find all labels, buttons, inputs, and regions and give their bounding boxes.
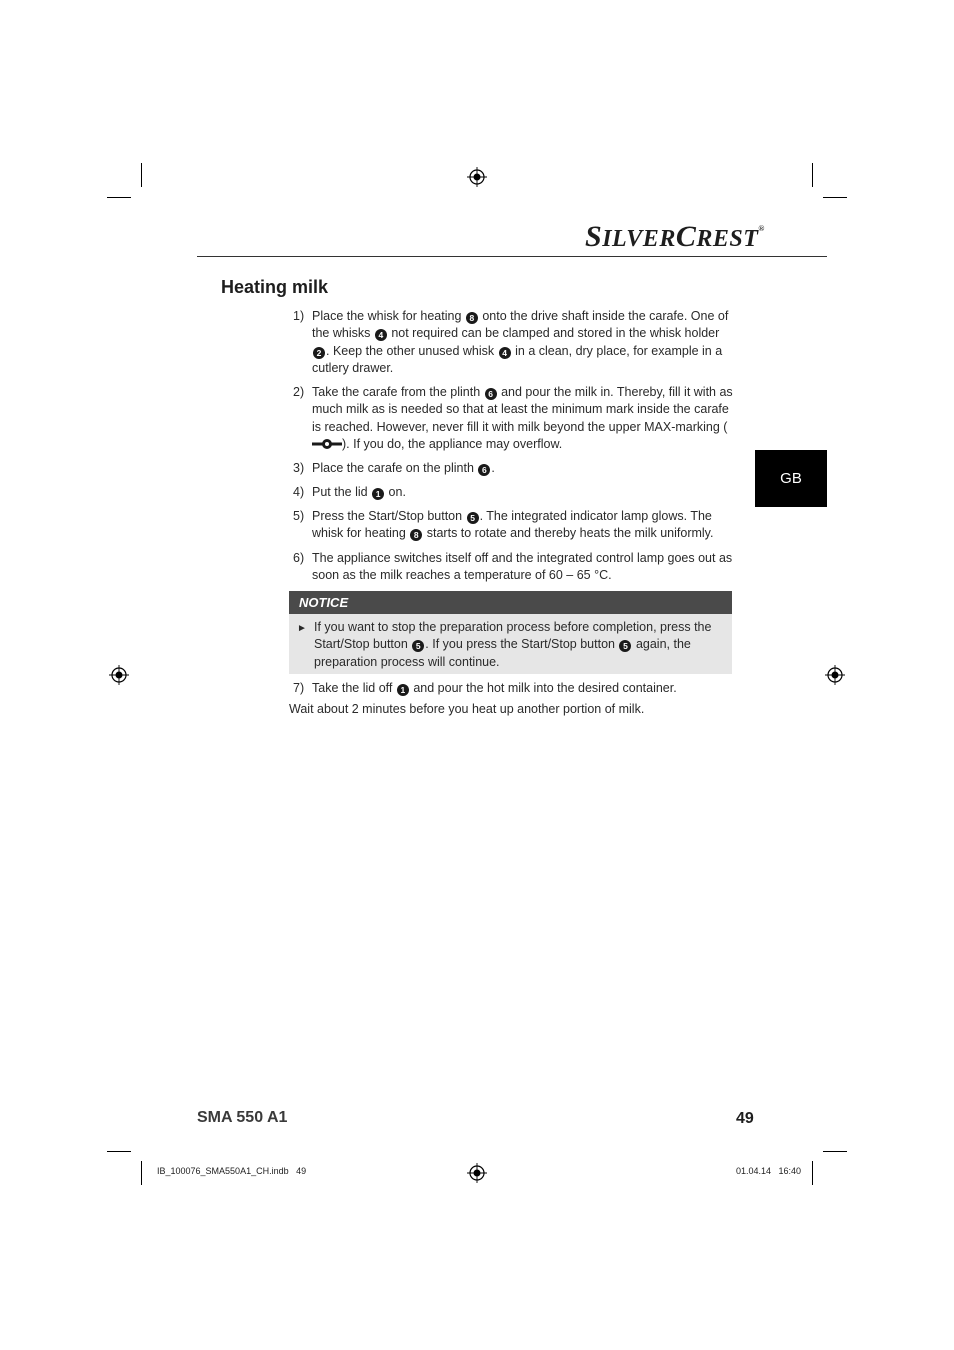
notice-header: NOTICE xyxy=(289,591,732,614)
step-text: Press the Start/Stop button 5 . The integrated indicator lamp glows. The whisk for heating 8 starts to rotate and thereby heats the milk uniformly. xyxy=(312,509,714,541)
header-rule xyxy=(197,256,827,257)
step-text: Place the whisk for heating 8 onto the drive shaft inside the carafe. One of the whisks 4 not required can be clamped and stored in the whisk holder 2 . Keep the other unused whisk 4 in a clean, dry place, for example in a cutlery drawer. xyxy=(312,309,729,375)
step-4: 4) Put the lid 1 on. xyxy=(289,484,734,501)
crop-mark xyxy=(107,197,131,198)
part-number-badge: 4 xyxy=(499,347,511,359)
step-7: 7) Take the lid off 1 and pour the hot milk into the desired container. xyxy=(289,680,734,697)
step-6: 6) The appliance switches itself off and the integrated control lamp goes out as soon as the milk reaches a temperature of 60 – 65 °C. xyxy=(289,550,734,585)
part-number-badge: 6 xyxy=(478,464,490,476)
crop-mark xyxy=(141,1161,142,1185)
step-text: Put the lid 1 on. xyxy=(312,485,406,499)
part-number-badge: 2 xyxy=(313,347,325,359)
print-slug-datetime: 01.04.14 16:40 xyxy=(736,1166,802,1176)
part-number-badge: 6 xyxy=(485,388,497,400)
step-1: 1) Place the whisk for heating 8 onto the drive shaft inside the carafe. One of the whisks 4 not required can be clamped and stored in the whisk holder 2 . Keep the other unused whisk 4 in a clean, dry place, for example in a cutlery drawer. xyxy=(289,308,734,377)
model-number: SMA 550 A1 xyxy=(197,1109,288,1126)
part-number-badge: 1 xyxy=(397,684,409,696)
part-number-badge: 5 xyxy=(467,512,479,524)
page-title: Heating milk xyxy=(221,277,329,297)
print-slug-file: IB_100076_SMA550A1_CH.indb 49 xyxy=(157,1166,307,1176)
language-tab: GB xyxy=(755,450,827,507)
step-2: 2) Take the carafe from the plinth 6 and pour the milk in. Thereby, fill it with as much milk as is needed so that at least the minimum mark inside the carafe is reached. However, never fill it with milk beyond the upper MAX-marking (). If you do, the appliance may overflow. xyxy=(289,384,734,453)
part-number-badge: 1 xyxy=(372,488,384,500)
registration-mark-icon xyxy=(825,665,845,685)
crop-mark xyxy=(141,163,142,187)
step-text: Take the lid off 1 and pour the hot milk into the desired container. xyxy=(312,681,677,695)
brand-logo: SILVERCREST® xyxy=(585,220,765,253)
notice-body xyxy=(289,614,732,674)
max-marking-icon xyxy=(312,438,342,450)
registration-mark-icon xyxy=(467,167,487,187)
closing-text: Wait about 2 minutes before you heat up another portion of milk. xyxy=(289,702,645,716)
part-number-badge: 8 xyxy=(410,529,422,541)
step-text: Take the carafe from the plinth 6 and pour the milk in. Thereby, fill it with as much milk as is needed so that at least the minimum mark inside the carafe is reached. However, never fill it with milk beyond the upper MAX-marking (). If you do, the appliance may overflow. xyxy=(312,385,733,451)
registration-mark-icon xyxy=(467,1163,487,1183)
notice-text: If you want to stop the preparation process before completion, press the Start/Stop button 5 . If you press the Start/Stop button 5 again, the preparation process will continue. xyxy=(314,620,712,669)
part-number-badge: 4 xyxy=(375,329,387,341)
triangle-right-icon: ► xyxy=(297,623,307,634)
crop-mark xyxy=(823,197,847,198)
part-number-badge: 8 xyxy=(466,312,478,324)
page-number: 49 xyxy=(736,1110,754,1127)
crop-mark xyxy=(812,163,813,187)
part-number-badge: 5 xyxy=(619,640,631,652)
crop-mark xyxy=(107,1151,131,1152)
step-5: 5) Press the Start/Stop button 5 . The integrated indicator lamp glows. The whisk for heating 8 starts to rotate and thereby heats the milk uniformly. xyxy=(289,508,734,543)
step-3: 3) Place the carafe on the plinth 6 . xyxy=(289,460,734,477)
step-text: The appliance switches itself off and the integrated control lamp goes out as soon as the milk reaches a temperature of 60 – 65 °C. xyxy=(312,551,733,583)
part-number-badge: 5 xyxy=(412,640,424,652)
step-text: Place the carafe on the plinth 6 . xyxy=(312,461,495,475)
crop-mark xyxy=(823,1151,847,1152)
crop-mark xyxy=(812,1161,813,1185)
registration-mark-icon xyxy=(109,665,129,685)
